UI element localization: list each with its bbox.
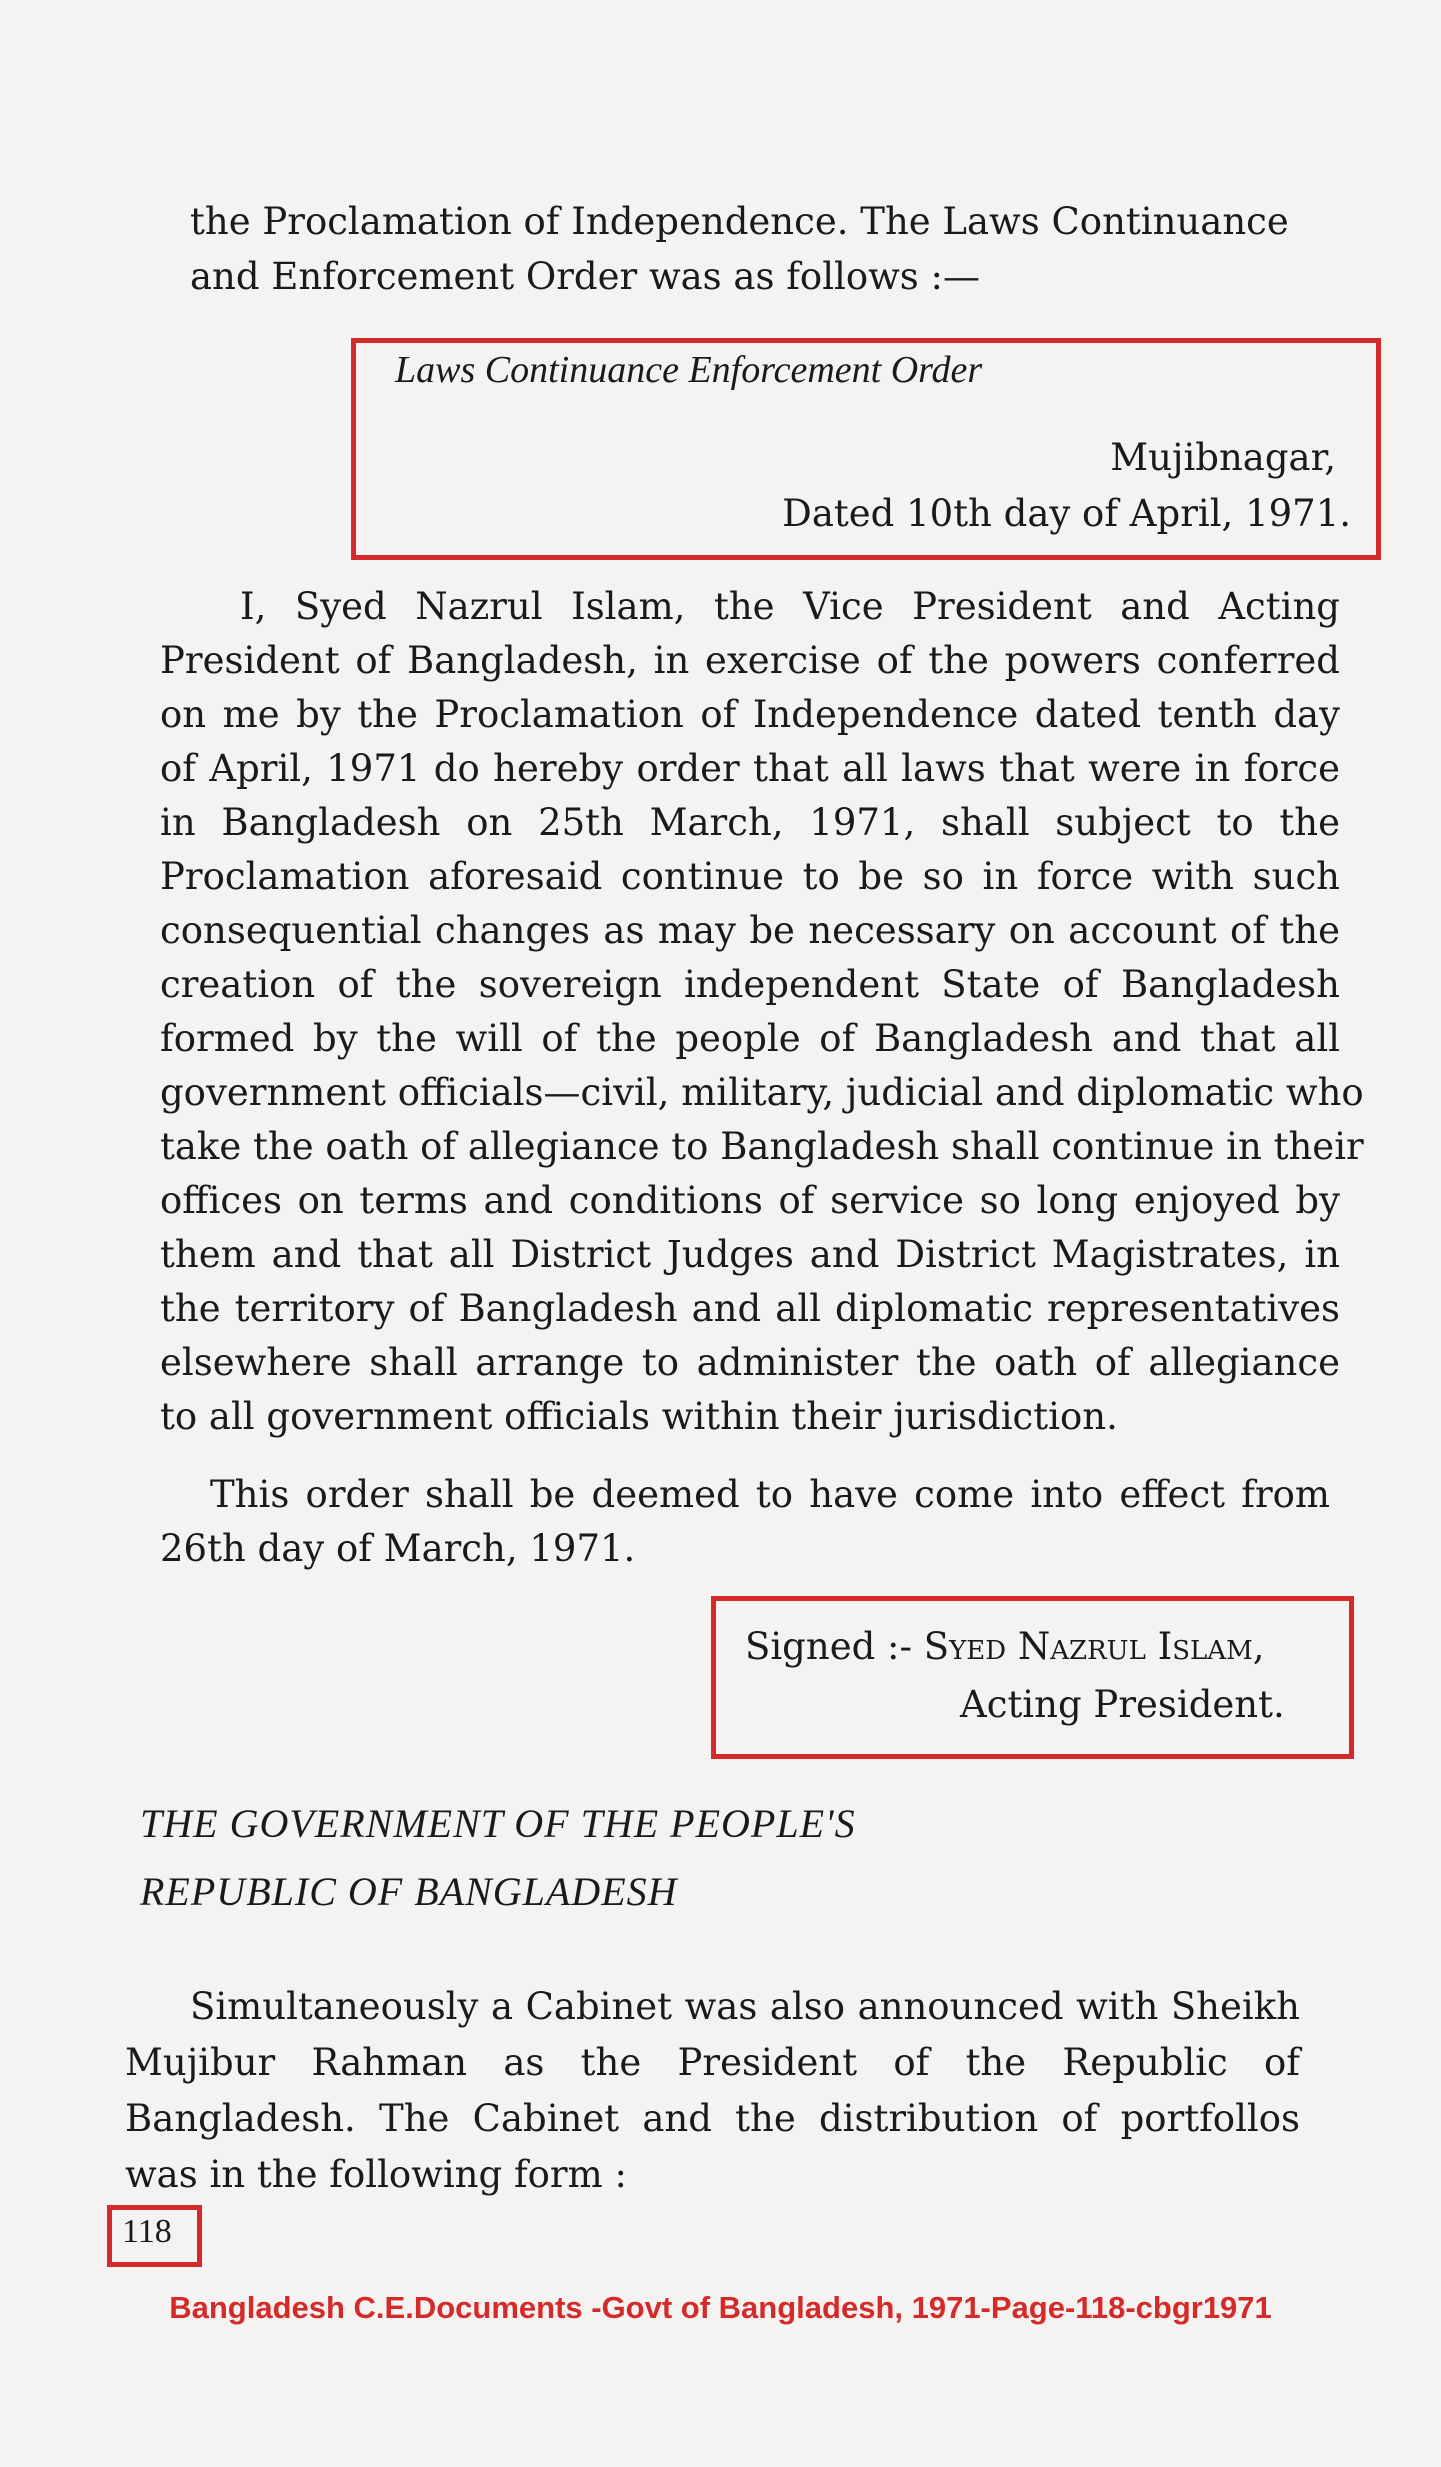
order-body-line: to all government officials within their jurisdiction.: [160, 1395, 1118, 1438]
order-body-line: I, Syed Nazrul Islam, the Vice President and Acting: [240, 585, 1340, 628]
order-body-line: creation of the sovereign independent State of Bangladesh: [160, 963, 1340, 1006]
order-body-line: consequential changes as may be necessary on account of the: [160, 909, 1340, 952]
cabinet-line: Bangladesh. The Cabinet and the distribution of portfollos: [125, 2097, 1300, 2140]
signatory-name: Syed Nazrul Islam,: [923, 1625, 1265, 1668]
signature-highlight: [711, 1596, 1354, 1759]
signature-prefix: Signed :-: [745, 1625, 924, 1668]
order-body-line: elsewhere shall arrange to administer the oath of allegiance: [160, 1341, 1340, 1384]
order-body-line: of April, 1971 do hereby order that all laws that were in force: [160, 747, 1340, 790]
order-date: Dated 10th day of April, 1971.: [782, 492, 1351, 535]
order-body-line: offices on terms and conditions of service so long enjoyed by: [160, 1179, 1340, 1222]
source-caption: Bangladesh C.E.Documents -Govt of Bangladesh, 1971-Page-118-cbgr1971: [169, 2290, 1272, 2325]
order-body-line: them and that all District Judges and District Magistrates, in: [160, 1233, 1340, 1276]
intro-line-2: and Enforcement Order was as follows :—: [190, 255, 981, 298]
order-body-line: formed by the will of the people of Bangladesh and that all: [160, 1017, 1340, 1060]
intro-line-1: the Proclamation of Independence. The Laws Continuance: [190, 200, 1289, 243]
order-body-line: in Bangladesh on 25th March, 1971, shall subject to the: [160, 801, 1340, 844]
order-body-line: take the oath of allegiance to Bangladesh shall continue in their: [160, 1125, 1364, 1168]
signature-line: [745, 1625, 1264, 1668]
cabinet-line: Mujibur Rahman as the President of the Republic of: [125, 2041, 1300, 2084]
order-body-line: the territory of Bangladesh and all diplomatic representatives: [160, 1287, 1340, 1330]
cabinet-line: was in the following form :: [125, 2153, 627, 2196]
section-heading-line-2: REPUBLIC OF BANGLADESH: [140, 1869, 678, 1914]
effect-clause-line: This order shall be deemed to have come into effect from: [210, 1473, 1330, 1516]
page-number: 118: [122, 2213, 172, 2250]
effect-clause-line: 26th day of March, 1971.: [160, 1527, 636, 1570]
order-body-line: Proclamation aforesaid continue to be so in force with such: [160, 855, 1340, 898]
section-heading-line-1: THE GOVERNMENT OF THE PEOPLE'S: [140, 1801, 856, 1846]
order-title: Laws Continuance Enforcement Order: [395, 349, 983, 391]
order-body-line: government officials—civil, military, judicial and diplomatic who: [160, 1071, 1364, 1114]
cabinet-line: Simultaneously a Cabinet was also announced with Sheikh: [190, 1985, 1300, 2028]
order-body-line: on me by the Proclamation of Independence dated tenth day: [160, 693, 1340, 736]
order-body-line: President of Bangladesh, in exercise of the powers conferred: [160, 639, 1340, 682]
signatory-title: Acting President.: [960, 1683, 1285, 1726]
order-place: Mujibnagar,: [1110, 436, 1336, 479]
